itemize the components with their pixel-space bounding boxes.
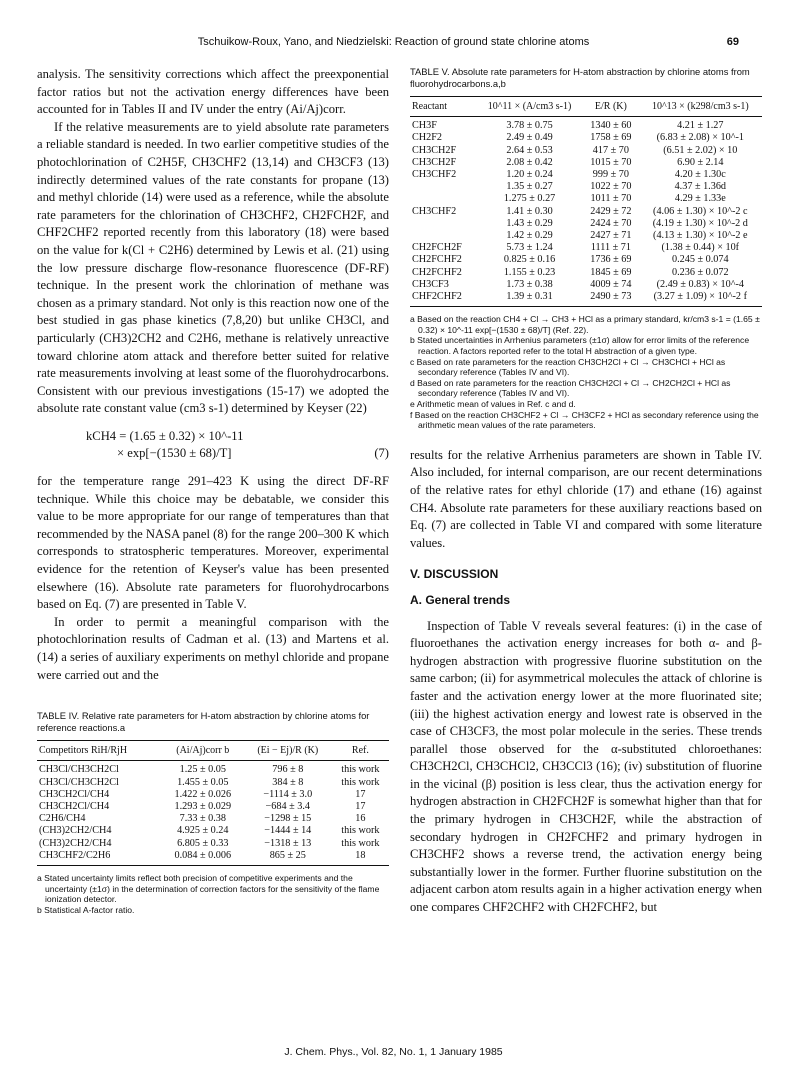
- table-v-cell: 1111 ± 71: [590, 242, 631, 254]
- table-v-row: [410, 117, 762, 133]
- table-iv-header: (Ai/Aj)corr b: [162, 741, 244, 761]
- equation-line-2: × exp[−(1530 ± 68)/T]: [117, 446, 232, 461]
- equation-7: [37, 428, 389, 463]
- table-iv-cell: C2H6/CH4: [39, 813, 86, 825]
- table-v-row: [410, 181, 762, 193]
- table-v-cell: 2490 ± 73: [583, 291, 638, 307]
- table-v-row: [410, 218, 762, 230]
- table-iv-row: [37, 777, 389, 789]
- table-v-cell: (4.19 ± 1.30) × 10^-2 d: [652, 217, 748, 229]
- table-v-cell: CHF2CHF2: [410, 291, 476, 307]
- table-v-row: [410, 254, 762, 266]
- equation-line-1: kCH4 = (1.65 ± 0.32) × 10^-11: [86, 428, 244, 443]
- table-v-row: [410, 279, 762, 291]
- table-v-cell: 1.35 ± 0.27: [506, 181, 553, 193]
- table-v-note: e Arithmetic mean of values in Ref. c and d.: [410, 399, 576, 409]
- table-v-cell: 3.78 ± 0.75: [506, 120, 553, 132]
- table-v-row: [410, 206, 762, 218]
- table-v-cell: [410, 218, 476, 230]
- right-paragraph-2: Inspection of Table V reveals several features: (i) in the case of fluoroethanes the activation energy increases for both α- and β-hydrogen abstraction with progressive fluorine substitution on the same carbon; (ii) for asymmetrical molecules the attack of chlorine is faster and the activation energy lower at the more fluorinated site; (iii) the highest activation energy and lowest rate is observed in the case of CH3CF3, the most polar molecule in the series. These trends parallel those observed for the α-substituted chloroethanes: CH3CH2Cl, CH3CHCl2, CH3CCl3 (16); (iv) substitution of fluorine in the vicinal (β) position is less clear, thus the activation energy for hydrogen abstraction in CH2FCH2F is somewhat higher than that for the primary hydrogen in CH3CH2F, while the abstraction of secondary hydrogen in CH2FCHF2 and primary hydrogen in CH3CHF2 shows a reverse trend, the activation energy being substantially lower in the former. Further fluorine substitution on the adjacent carbon atom results again in a higher activation energy when one compares CHF2CHF2 with CH2FCHF2, but: [410, 618, 762, 915]
- table-v-cell: 1.41 ± 0.30: [506, 205, 553, 217]
- table-v-cell: CH2FCHF2: [412, 266, 462, 278]
- table-iv-cell: 384 ± 8: [272, 776, 304, 788]
- table-v-note: c Based on rate parameters for the reaction CH3CH2Cl + Cl → CH3CHCl + HCl as secondary reference (Tables IV and VI).: [410, 356, 726, 378]
- table-iv-cell: 16: [355, 813, 366, 825]
- section-heading: V. DISCUSSION: [410, 567, 499, 582]
- table-v-row: [410, 157, 762, 169]
- table-iv: [37, 710, 389, 915]
- table-v-row: [410, 132, 762, 144]
- table-v-cell: 2429 ± 72: [590, 205, 632, 217]
- table-v-cell: CH2FCHF2: [412, 254, 462, 266]
- table-iv-cell: −1298 ± 15: [264, 813, 312, 825]
- table-v-cell: CH3CF3: [412, 278, 449, 290]
- table-v-cell: (6.51 ± 2.02) × 10: [663, 144, 738, 156]
- table-v-row: [410, 193, 762, 205]
- table-v-cell: 1.43 ± 0.29: [506, 217, 553, 229]
- table-iv-cell: 6.805 ± 0.33: [177, 837, 229, 849]
- table-v-cell: 1.42 ± 0.29: [506, 230, 553, 242]
- table-v-cell: 999 ± 70: [592, 169, 629, 181]
- table-iv-cell: this work: [341, 764, 380, 776]
- left-paragraph-4: In order to permit a meaningful comparison with the photochlorination results of Cadman et al. (13) and Martens et al. (14) a series of auxiliary experiments on methyl chloride and propane were carried out and the: [37, 614, 389, 682]
- table-v-row: [410, 230, 762, 242]
- table-iv-cell: 865 ± 25: [244, 850, 332, 866]
- table-v-cell: 1.73 ± 0.38: [506, 278, 553, 290]
- table-v-caption: TABLE V. Absolute rate parameters for H-atom abstraction by chlorine atoms from fluorohydrocarbons.a,b: [410, 66, 750, 89]
- table-v-grid: [410, 96, 762, 307]
- table-v-cell: 1.275 ± 0.27: [503, 193, 556, 205]
- table-v-header: 10^11 × (A/cm3 s-1): [476, 97, 583, 117]
- table-v-cell: 6.90 ± 2.14: [677, 156, 724, 168]
- table-v-cell: 1.20 ± 0.24: [506, 169, 553, 181]
- table-v-cell: 4.37 ± 1.36d: [674, 181, 727, 193]
- table-iv-cell: −684 ± 3.4: [265, 801, 310, 812]
- table-iv-cell: (CH3)2CH2/CH4: [39, 837, 112, 849]
- table-iv-cell: 0.084 ± 0.006: [162, 850, 244, 866]
- table-v-cell: [410, 193, 476, 205]
- table-v-row: [410, 242, 762, 254]
- left-paragraph-1: analysis. The sensitivity corrections which affect the preexponential factor ratios but not the activation energy differences have been accounted for in Tables II and IV under the entry (Ai/Aj)corr.: [37, 67, 389, 117]
- table-iv-notes: [37, 873, 389, 915]
- table-v-cell: (4.13 ± 1.30) × 10^-2 e: [653, 230, 748, 242]
- table-iv-header: (Ei − Ej)/R (K): [244, 741, 332, 761]
- table-iv-cell: CH3Cl/CH3CH2Cl: [39, 776, 119, 788]
- table-v-cell: CH2F2: [412, 132, 443, 144]
- right-paragraph-1: results for the relative Arrhenius parameters are shown in Table IV. Also included, for internal comparison, are our recent determinations of the relative rates for ethyl chloride (17) and ethane (16) against CH4. Absolute rate parameters for these auxiliary reactions based on Eq. (7) are collected in Table VI and compared with some literature values.: [410, 447, 762, 550]
- table-v-cell: (3.27 ± 1.09) × 10^-2 f: [639, 291, 762, 307]
- table-v-cell: 4.20 ± 1.30c: [674, 169, 726, 181]
- table-v-cell: CH3CH2F: [412, 144, 457, 156]
- table-v-cell: 2.64 ± 0.53: [506, 144, 553, 156]
- table-v-header: Reactant: [410, 97, 476, 117]
- table-v-cell: CH3CH2F: [412, 156, 457, 168]
- table-v-cell: 0.245 ± 0.074: [672, 254, 729, 266]
- table-iv-note: a Stated uncertainty limits reflect both precision of competitive experiments and the uncertainty (±1σ) in the determination of correction factors for the sensitivity of the flame ionization detector.: [37, 873, 380, 905]
- table-v-cell: 5.73 ± 1.24: [506, 242, 553, 254]
- table-v-cell: 2.49 ± 0.49: [506, 132, 553, 144]
- page-number: 69: [726, 36, 739, 48]
- table-v-cell: 1340 ± 60: [590, 120, 632, 132]
- table-iv-header: Competitors RiH/RjH: [37, 741, 162, 761]
- table-iv-row: [37, 825, 389, 837]
- table-iv-cell: CH3CH2Cl/CH4: [39, 788, 110, 800]
- table-v-cell: 2424 ± 70: [590, 217, 632, 229]
- subsection-heading: A. General trends: [410, 592, 511, 607]
- table-v-cell: CH3CHF2: [412, 169, 457, 181]
- table-v-note: a Based on the reaction CH4 + Cl → CH3 + HCl as a primary standard, kr/cm3 s-1 = (1.65 ± 0.32) × 10^-11 exp[−(1530 ± 68)/T] (Ref. 22).: [410, 314, 760, 335]
- table-v-note: d Based on rate parameters for the reaction CH3CH2Cl + Cl → CH2CH2Cl + HCl as secondary reference (Tables IV and VI).: [410, 377, 731, 399]
- table-v-cell: 4.21 ± 1.27: [677, 120, 724, 132]
- table-iv-cell: (CH3)2CH2/CH4: [39, 825, 112, 837]
- table-iv-cell: −1444 ± 14: [264, 825, 312, 837]
- table-v-row: [410, 291, 762, 307]
- table-v-row: [410, 267, 762, 279]
- table-iv-row: [37, 761, 389, 777]
- left-column: [37, 66, 389, 915]
- table-iv-cell: 1.422 ± 0.026: [174, 788, 232, 800]
- table-v-cell: 2427 ± 71: [590, 230, 632, 242]
- table-v-cell: 0.236 ± 0.072: [672, 266, 729, 278]
- table-iv-cell: CH3Cl/CH3CH2Cl: [39, 764, 119, 776]
- table-v-cell: 417 ± 70: [592, 144, 629, 156]
- table-iv-cell: 17: [355, 788, 366, 800]
- table-v-cell: [410, 230, 476, 242]
- table-v-cell: 4.29 ± 1.33e: [674, 193, 726, 205]
- table-iv-row: [37, 813, 389, 825]
- table-v-cell: 2.08 ± 0.42: [506, 156, 553, 168]
- table-iv-cell: CH3CH2Cl/CH4: [39, 801, 110, 812]
- table-v-cell: 4009 ± 74: [590, 278, 632, 290]
- table-iv-cell: 796 ± 8: [272, 764, 304, 776]
- table-iv-cell: 1.455 ± 0.05: [177, 776, 229, 788]
- table-v-cell: 1015 ± 70: [590, 156, 632, 168]
- table-v-cell: CH3F: [412, 120, 437, 132]
- table-iv-cell: −1318 ± 13: [264, 837, 312, 849]
- table-v-cell: 1.39 ± 0.31: [476, 291, 583, 307]
- table-iv-cell: this work: [341, 837, 380, 849]
- table-iv-row: [37, 838, 389, 850]
- table-v-row: [410, 145, 762, 157]
- table-v-cell: CH3CHF2: [412, 205, 457, 217]
- table-iv-caption: TABLE IV. Relative rate parameters for H-atom abstraction by chlorine atoms for reference reactions.a: [37, 710, 370, 734]
- table-iv-cell: 1.293 ± 0.029: [174, 801, 232, 812]
- table-iv-cell: 4.925 ± 0.24: [177, 825, 229, 837]
- left-paragraph-3: for the temperature range 291–423 K using the direct DF-RF technique. While this choice may be debatable, we consider this value to be more appropriate for our range of temperatures than that recommended by the NASA panel (8) for the range 200–300 K which corresponds to stratospheric temperatures. Moreover, experimental evidence for the retention of Keyser's value has been presented elsewhere (16). Absolute rate parameters for fluorohydrocarbons based on Eq. (7) are presented in Table V.: [37, 474, 389, 612]
- table-v-cell: 0.825 ± 0.16: [503, 254, 556, 266]
- table-v-cell: [410, 181, 476, 193]
- table-v-cell: 1022 ± 70: [590, 181, 632, 193]
- table-v-cell: CH2FCH2F: [412, 242, 462, 254]
- table-v-cell: 1845 ± 69: [590, 266, 632, 278]
- table-v-cell: 1736 ± 69: [590, 254, 632, 266]
- table-v-cell: (6.83 ± 2.08) × 10^-1: [656, 132, 744, 144]
- table-v-cell: 1758 ± 69: [590, 132, 632, 144]
- left-paragraph-2: If the relative measurements are to yield absolute rate parameters a reliable standard is needed. In two earlier competitive studies of the photochlorination of C2H5F, CH3CHF2 (13,14) and CH3CF3 (13) indirectly determined values of the rate constants for propane (13) and methyl chloride (14) were used as a reference, while the absolute rate parameters for the chlorination of CH3CHF2, CH2FCH2F, and CHF2CHF2 reported recently from this laboratory (18) were based on the value for k(Cl + C2H6) determined by Lewis et al. (21) using the low pressure discharge flow-resonance fluorescence (DF-RF) technique. In the present work the chlorination of methane was chosen as a primary standard. Not only is this reaction now one of the best studied in gas phase kinetics (7,8,20) but unlike CH3Cl, and particularly (CH3)2CH2 and C2H6, methane is relatively unreactive toward chlorine atom attack and therefore better suited for relative rate measurements involving at least some of the fluorohydrocarbons. Consistent with our previous investigations (15-17) we adopted the absolute rate constant value (cm3 s-1) determined by Keyser (22): [37, 119, 389, 416]
- table-v-cell: 1011 ± 70: [590, 193, 632, 205]
- table-v-cell: (2.49 ± 0.83) × 10^-4: [656, 278, 744, 290]
- table-iv-note: b Statistical A-factor ratio.: [37, 904, 135, 915]
- table-v-header: 10^13 × (k298/cm3 s-1): [639, 97, 762, 117]
- table-v: [410, 66, 762, 431]
- table-iv-cell: 1.25 ± 0.05: [179, 764, 226, 776]
- table-v-note: b Stated uncertainties in Arrhenius parameters (±1σ) allow for error limits of the reference reaction. A factors reported refer to the total H abstraction of a given type.: [410, 335, 750, 357]
- table-iv-cell: this work: [341, 776, 380, 788]
- table-iv-cell: −1114 ± 3.0: [263, 788, 313, 800]
- table-iv-cell: 7.33 ± 0.38: [179, 813, 226, 825]
- table-iv-cell: 17: [355, 801, 366, 812]
- table-v-row: [410, 169, 762, 181]
- table-iv-row: [37, 789, 389, 801]
- table-v-header: E/R (K): [583, 97, 638, 117]
- table-iv-row: [37, 801, 389, 813]
- table-v-cell: 1.155 ± 0.23: [503, 266, 556, 278]
- table-iv-header: Ref.: [332, 741, 389, 761]
- table-iv-row: [37, 850, 389, 866]
- equation-number: (7): [374, 446, 389, 461]
- table-iv-grid: [37, 740, 389, 866]
- table-v-cell: (1.38 ± 0.44) × 10f: [661, 242, 740, 254]
- table-iv-cell: CH3CHF2/C2H6: [37, 850, 162, 866]
- journal-footer: J. Chem. Phys., Vol. 82, No. 1, 1 January 1985: [284, 1046, 503, 1058]
- table-iv-cell: 18: [332, 850, 389, 866]
- right-column: [410, 66, 762, 917]
- table-iv-cell: this work: [341, 825, 380, 837]
- running-header: Tschuikow-Roux, Yano, and Niedzielski: Reaction of ground state chlorine atoms: [197, 36, 590, 48]
- table-v-cell: (4.06 ± 1.30) × 10^-2 c: [653, 205, 748, 217]
- table-v-note: f Based on the reaction CH3CHF2 + Cl → CH3CF2 + HCl as secondary reference using the arithmetic mean values of the rate parameters.: [410, 409, 759, 431]
- table-v-notes: [410, 314, 762, 431]
